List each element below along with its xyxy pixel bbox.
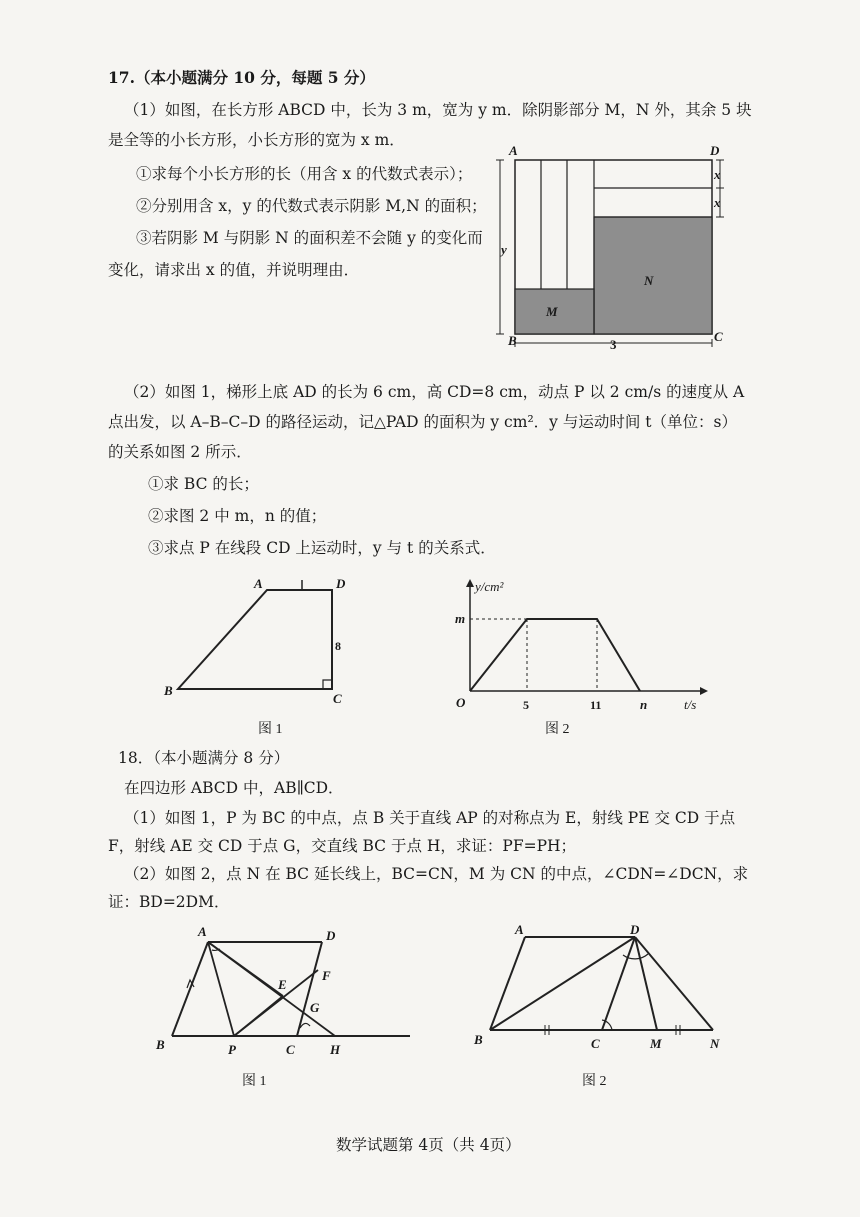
q17-part2-item3: ③求点 P 在线段 CD 上运动时，y 与 t 的关系式． — [148, 539, 496, 557]
q17-part1-item3a: ③若阴影 M 与阴影 N 的面积差不会随 y 的变化而 — [136, 229, 483, 247]
label-d: D — [326, 928, 336, 943]
label-b: B — [474, 1032, 483, 1047]
label-x-bottom: x — [714, 195, 721, 210]
label-d: D — [336, 576, 346, 591]
q18-part1-line2: F，射线 AE 交 CD 于点 G，交直线 BC 于点 H，求证：PF=PH； — [108, 837, 577, 855]
q17-part2-line1: （2）如图 1，梯形上底 AD 的长为 6 cm，高 CD=8 cm，动点 P 以 2 cm/s 的速度从 A — [124, 383, 745, 401]
tick-5: 5 — [523, 698, 529, 712]
label-a: A — [254, 576, 263, 591]
x-axis-label: t/s — [684, 697, 697, 712]
label-b: B — [156, 1037, 165, 1052]
label-b: B — [164, 683, 173, 698]
label-d: D — [630, 922, 640, 937]
origin-label: O — [456, 695, 466, 710]
label-n: N — [644, 273, 654, 288]
rectangle-figure — [490, 140, 740, 355]
label-e: E — [278, 977, 287, 992]
label-c: C — [333, 691, 342, 706]
label-c: C — [286, 1042, 295, 1057]
side-length-label: 8 — [335, 639, 341, 653]
label-a: A — [515, 922, 524, 937]
page-footer: 数学试题第 4页（共 4页） — [336, 1136, 521, 1154]
label-c: C — [714, 329, 723, 344]
q17-part2-item1: ①求 BC 的长； — [148, 475, 259, 493]
label-p: P — [228, 1042, 236, 1057]
q17-part1-item3b: 变化，请求出 x 的值，并说明理由． — [108, 261, 360, 279]
label-g: G — [310, 1000, 320, 1015]
label-x-top: x — [714, 167, 721, 182]
figure-2-caption: 图 2 — [545, 722, 570, 737]
q17-part1-line1: （1）如图，在长方形 ABCD 中，长为 3 m，宽为 y m．除阴影部分 M，N 外，其余 5 块 — [124, 101, 752, 119]
q18-part2-line2: 证：BD=2DM． — [108, 893, 230, 911]
label-a: A — [198, 924, 207, 939]
q18-intro: 在四边形 ABCD 中，AB∥CD． — [124, 779, 344, 797]
q18-figure-1-caption: 图 1 — [242, 1074, 267, 1089]
q17-part1-line2: 是全等的小长方形，小长方形的宽为 x m． — [108, 131, 405, 149]
n-label: n — [640, 697, 648, 712]
label-a: A — [509, 143, 518, 158]
q17-part2-line3: 的关系如图 2 所示． — [108, 443, 252, 461]
q17-header: 17.（本小题满分 10 分，每题 5 分） — [108, 68, 375, 87]
q18-figure-2 — [470, 920, 740, 1095]
trapezoid-figure-1 — [160, 575, 360, 740]
q18-part2-line1: （2）如图 2，点 N 在 BC 延长线上，BC=CN，M 为 CN 的中点，∠CDN=∠DCN，求 — [124, 865, 749, 883]
label-h: H — [330, 1042, 341, 1057]
m-label: m — [455, 611, 466, 626]
label-n: N — [710, 1036, 720, 1051]
q17-part2-item2: ②求图 2 中 m，n 的值； — [148, 507, 327, 525]
label-length: 3 — [610, 337, 617, 352]
q18-part1-line1: （1）如图 1，P 为 BC 的中点，点 B 关于直线 AP 的对称点为 E，射线 PE 交 CD 于点 — [124, 809, 736, 827]
graph-figure-2 — [450, 575, 720, 740]
label-d: D — [710, 143, 720, 158]
label-c: C — [591, 1036, 600, 1051]
q17-part2-line2: 点出发，以 A–B–C–D 的路径运动，记△PAD 的面积为 y cm²．y 与运动时间 t（单位：s） — [108, 413, 737, 431]
label-m: M — [650, 1036, 662, 1051]
label-y: y — [501, 242, 507, 257]
label-m: M — [546, 304, 558, 319]
q18-header: 18．（本小题满分 8 分） — [118, 749, 290, 767]
q17-part1-item2: ②分别用含 x，y 的代数式表示阴影 M,N 的面积； — [136, 197, 487, 215]
tick-11: 11 — [590, 698, 602, 712]
q17-part1-item1: ①求每个小长方形的长（用含 x 的代数式表示）； — [136, 165, 473, 183]
y-axis-label: y/cm² — [475, 579, 504, 594]
figure-1-caption: 图 1 — [258, 722, 283, 737]
q18-figure-2-caption: 图 2 — [582, 1074, 607, 1089]
q18-figure-1 — [150, 920, 420, 1095]
label-b: B — [508, 333, 517, 348]
label-f: F — [322, 968, 331, 983]
